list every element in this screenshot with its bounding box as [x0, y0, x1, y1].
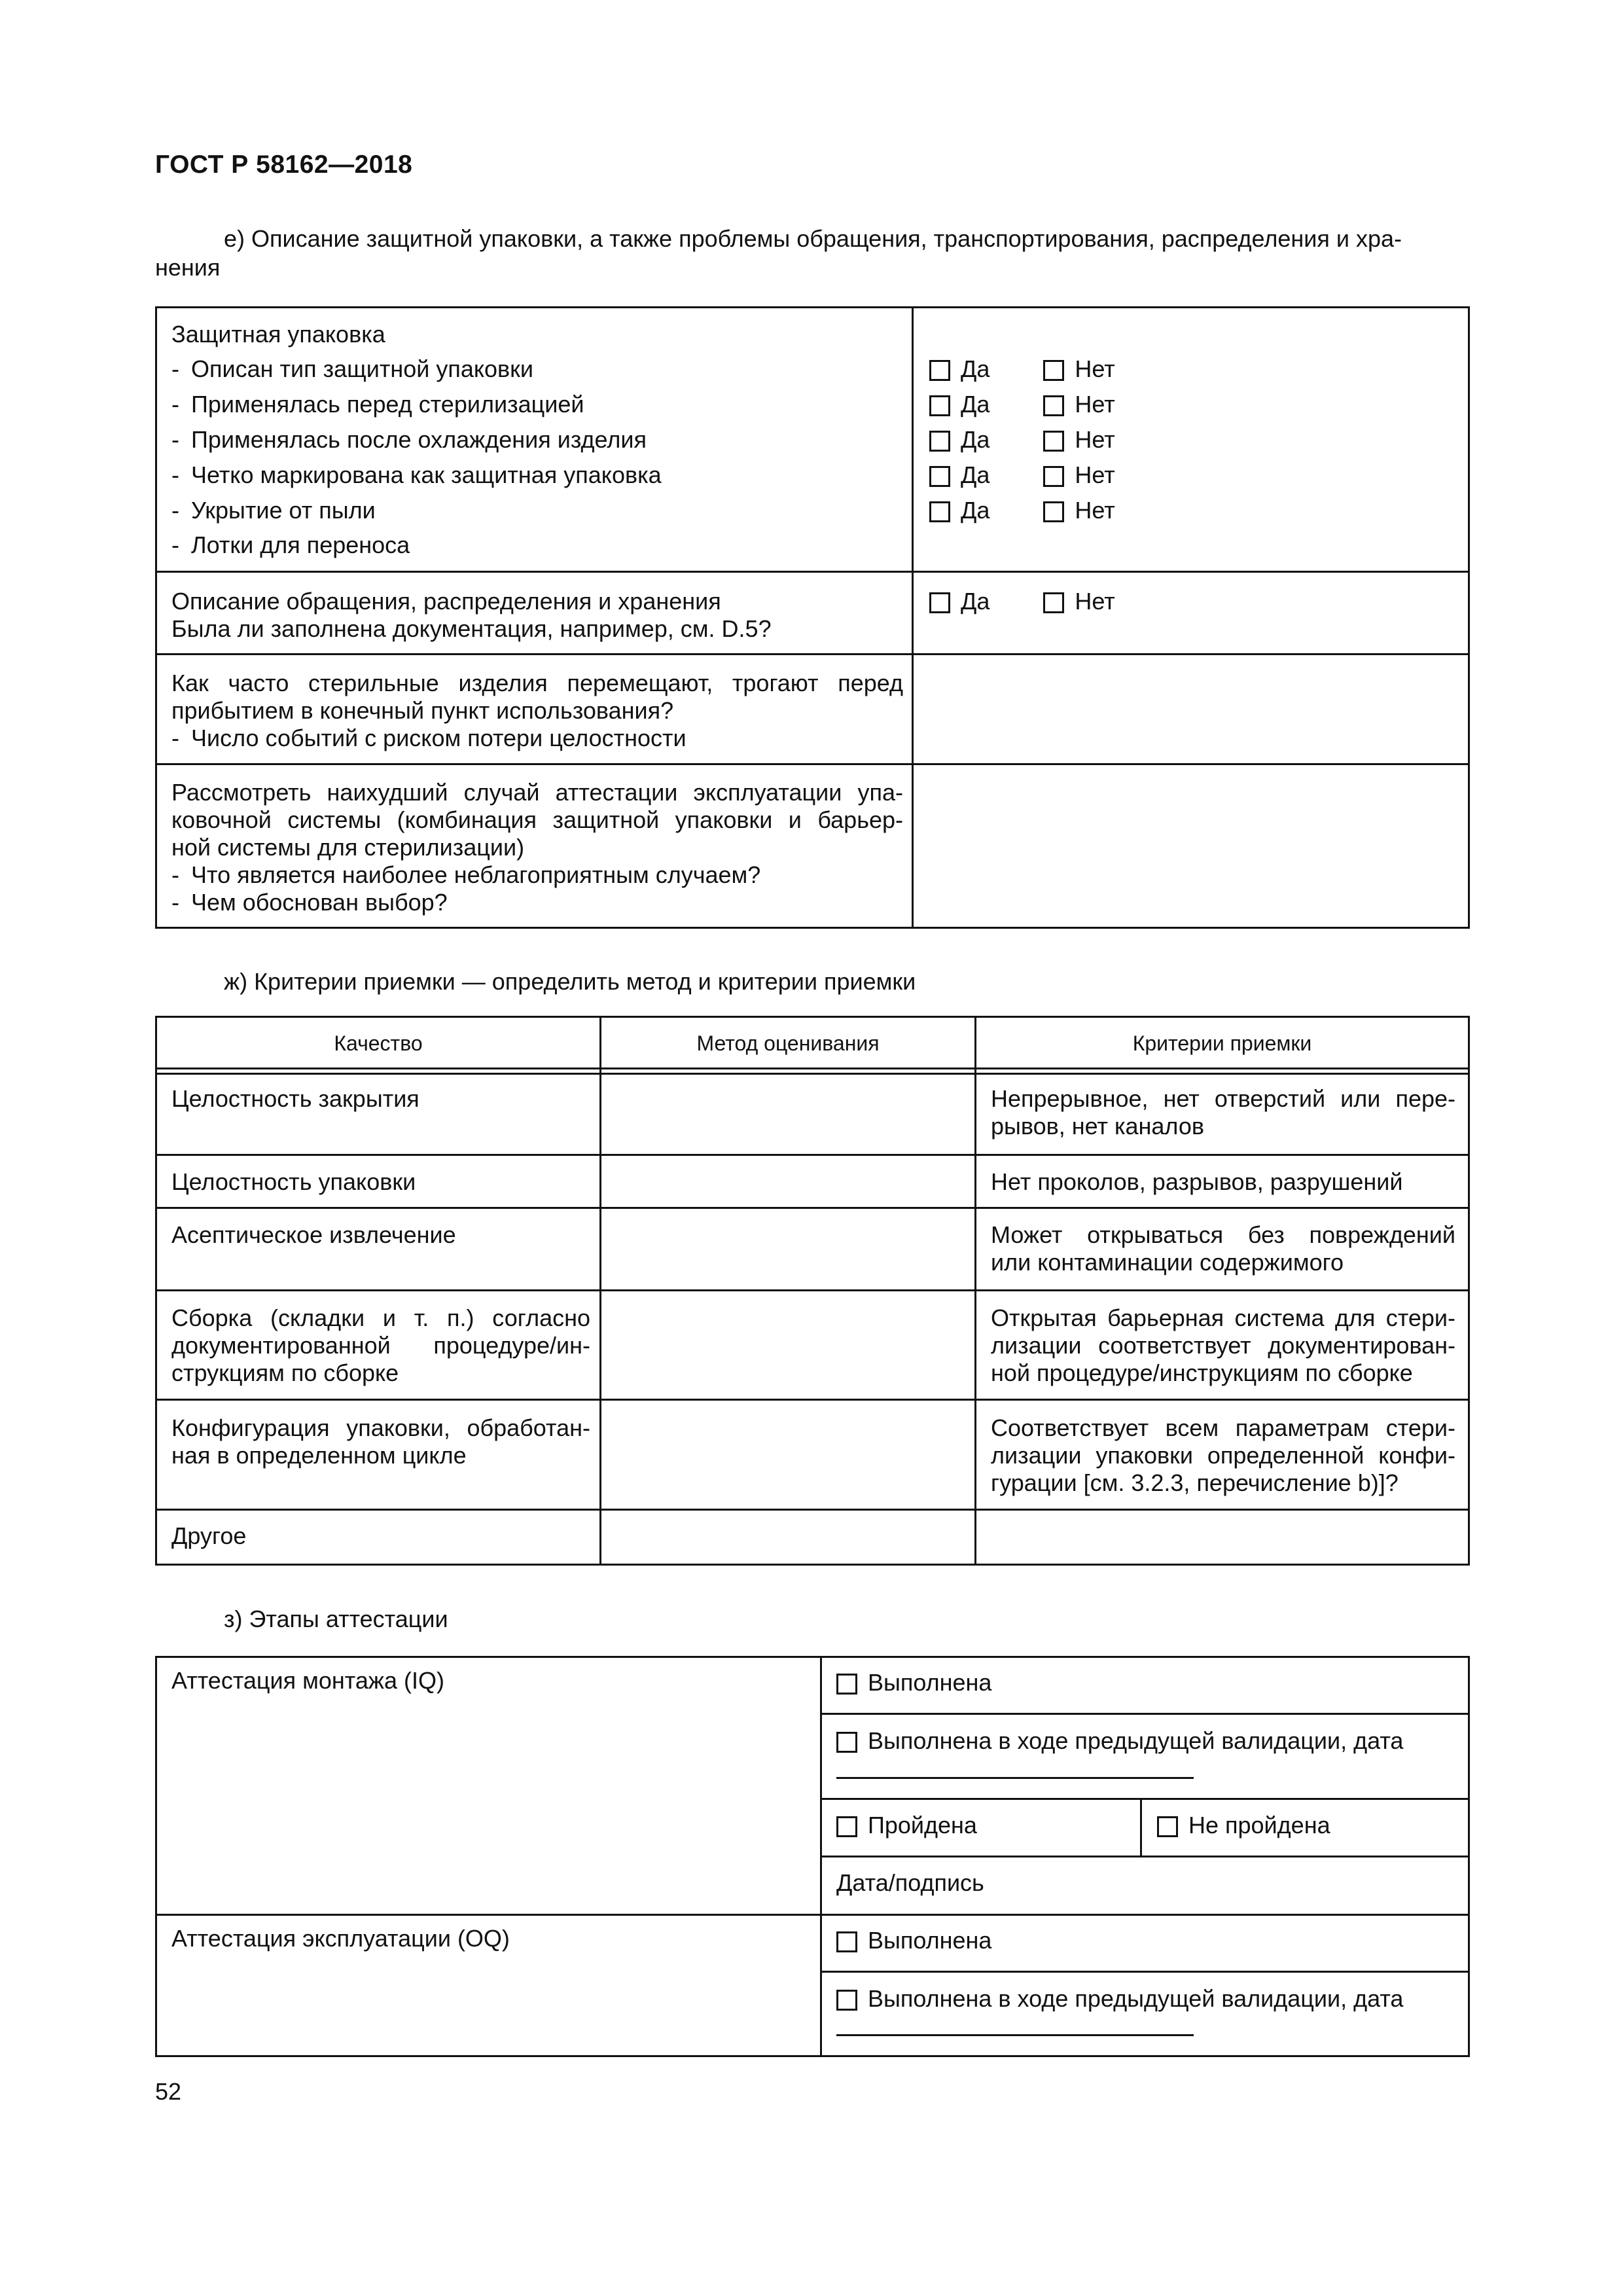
table-packaging-row-divider	[155, 571, 1470, 573]
done-label: Выполнена	[868, 1669, 992, 1696]
criteria-cell: рывов, нет каналов	[991, 1113, 1204, 1139]
worst-item	[171, 889, 448, 916]
list-dash: -	[171, 725, 179, 751]
yes-checkbox[interactable]	[929, 466, 950, 487]
yes-label: Да	[961, 355, 990, 382]
table-qualification-row-divider	[155, 1914, 1470, 1916]
yes-no-group	[929, 426, 1115, 454]
section-e-caption-line2: нения	[155, 254, 221, 281]
done-checkbox[interactable]	[836, 1674, 857, 1695]
section-z-caption: з) Этапы аттестации	[224, 1605, 448, 1632]
list-dash: -	[171, 391, 179, 418]
done-prev-label: Выполнена в ходе предыдущей валидации, дата	[868, 1727, 1404, 1754]
table-qualification-row-divider	[820, 1798, 1470, 1800]
packaging-item	[171, 355, 533, 383]
moves-item	[171, 725, 687, 752]
no-checkbox[interactable]	[1043, 395, 1064, 416]
worst-item	[171, 861, 760, 889]
packaging-title: Защитная упаковка	[171, 321, 385, 348]
worst-line1: Рассмотреть наихудший случай аттестации эксплуатации упа-	[171, 779, 903, 806]
worst-item-text: Чем обоснован выбор?	[191, 889, 448, 916]
list-dash: -	[171, 531, 179, 558]
criteria-cell: Открытая барьерная система для стери-	[991, 1304, 1455, 1331]
page-number: 52	[155, 2078, 182, 2105]
date-underline[interactable]	[836, 2034, 1194, 2036]
no-checkbox[interactable]	[1043, 466, 1064, 487]
criteria-cell: Соответствует всем параметрам стери-	[991, 1414, 1455, 1441]
iq-done-prev-option	[836, 1727, 1403, 1755]
date-underline[interactable]	[836, 1777, 1194, 1779]
criteria-cell: гурации [см. 3.2.3, перечисление b)]?	[991, 1469, 1399, 1496]
oq-label: Аттестация эксплуатации (OQ)	[171, 1925, 510, 1952]
moves-item-text: Число событий с риском потери целостности	[191, 725, 687, 751]
list-dash: -	[171, 889, 179, 916]
date-sign-label: Дата/подпись	[836, 1869, 984, 1896]
worst-line3: ной системы для стерилизации)	[171, 834, 525, 861]
criteria-cell: лизации соответствует документирован-	[991, 1332, 1455, 1359]
moves-line2: прибытием в конечный пункт использования?	[171, 697, 674, 724]
list-dash: -	[171, 861, 179, 888]
no-label: Нет	[1075, 355, 1115, 382]
table-qualification-subdivider	[1140, 1798, 1142, 1856]
quality-cell: Сборка (складки и т. п.) согласно	[171, 1304, 590, 1331]
criteria-cell: лизации упаковки определенной конфи-	[991, 1442, 1455, 1469]
yes-label: Да	[961, 391, 990, 418]
criteria-cell: Непрерывное, нет отверстий или пере-	[991, 1085, 1455, 1112]
no-label: Нет	[1075, 461, 1115, 488]
handling-line1: Описание обращения, распределения и хранения	[171, 588, 721, 615]
table-acceptance-header-divider	[155, 1067, 1470, 1069]
quality-cell: Целостность упаковки	[171, 1168, 416, 1195]
packaging-item	[171, 531, 410, 559]
yes-no-group	[929, 497, 1115, 524]
no-checkbox[interactable]	[1043, 431, 1064, 452]
done-prev-checkbox[interactable]	[836, 1732, 857, 1753]
yes-label: Да	[961, 461, 990, 488]
yes-checkbox[interactable]	[929, 501, 950, 522]
quality-cell: документированной процедуре/ин-	[171, 1332, 590, 1359]
failed-checkbox[interactable]	[1157, 1816, 1178, 1837]
table-acceptance-row-divider	[155, 1509, 1470, 1511]
packaging-item-text: Применялась перед стерилизацией	[191, 391, 584, 418]
column-header-method: Метод оценивания	[696, 1031, 880, 1055]
list-dash: -	[171, 497, 179, 524]
worst-item-text: Что является наиболее неблагоприятным случаем?	[191, 861, 761, 888]
no-label: Нет	[1075, 391, 1115, 418]
packaging-item	[171, 391, 584, 418]
yes-no-group	[929, 461, 1115, 489]
list-dash: -	[171, 426, 179, 453]
no-checkbox[interactable]	[1043, 592, 1064, 613]
table-packaging-row-divider	[155, 653, 1470, 655]
criteria-cell: Может открываться без повреждений	[991, 1221, 1455, 1248]
no-label: Нет	[1075, 588, 1115, 615]
yes-checkbox[interactable]	[929, 360, 950, 381]
done-checkbox[interactable]	[836, 1931, 857, 1952]
table-acceptance-row-divider	[155, 1399, 1470, 1401]
done-prev-label: Выполнена в ходе предыдущей валидации, дата	[868, 1985, 1404, 2012]
packaging-item	[171, 497, 376, 524]
table-qualification-row-divider	[820, 1971, 1470, 1973]
no-label: Нет	[1075, 497, 1115, 524]
section-zh-caption: ж) Критерии приемки — определить метод и критерии приемки	[224, 968, 916, 995]
yes-checkbox[interactable]	[929, 431, 950, 452]
iq-done-option	[836, 1669, 991, 1696]
table-acceptance-header-divider	[155, 1073, 1470, 1075]
packaging-item	[171, 426, 647, 454]
quality-cell: Другое	[171, 1522, 247, 1549]
table-acceptance-row-divider	[155, 1289, 1470, 1291]
quality-cell: Целостность закрытия	[171, 1085, 419, 1112]
yes-checkbox[interactable]	[929, 592, 950, 613]
no-checkbox[interactable]	[1043, 360, 1064, 381]
list-dash: -	[171, 461, 179, 488]
column-header-criteria: Критерии приемки	[1132, 1031, 1312, 1055]
worst-line2: ковочной системы (комбинация защитной упаковки и барьер-	[171, 806, 903, 833]
yes-no-group	[929, 588, 1115, 615]
document-header-title: ГОСТ Р 58162—2018	[155, 151, 413, 179]
table-qualification-row-divider	[820, 1856, 1470, 1857]
moves-line1: Как часто стерильные изделия перемещают, трогают перед	[171, 670, 903, 696]
table-acceptance-row-divider	[155, 1154, 1470, 1156]
section-e-caption-line1: е) Описание защитной упаковки, а также проблемы обращения, транспортирования, распределения и хра-	[224, 225, 1402, 252]
yes-label: Да	[961, 497, 990, 524]
packaging-item-text: Лотки для переноса	[191, 531, 410, 558]
packaging-item	[171, 461, 662, 489]
iq-passed-option	[836, 1812, 977, 1839]
table-qualification-row-divider	[820, 1713, 1470, 1715]
iq-label: Аттестация монтажа (IQ)	[171, 1667, 444, 1694]
no-label: Нет	[1075, 426, 1115, 453]
yes-label: Да	[961, 426, 990, 453]
quality-cell: Конфигурация упаковки, обработан-	[171, 1414, 590, 1441]
passed-checkbox[interactable]	[836, 1816, 857, 1837]
handling-line2: Была ли заполнена документация, например, см. D.5?	[171, 615, 772, 642]
yes-checkbox[interactable]	[929, 395, 950, 416]
quality-cell: Асептическое извлечение	[171, 1221, 456, 1248]
packaging-item-text: Описан тип защитной упаковки	[191, 355, 534, 382]
iq-failed-option	[1157, 1812, 1330, 1839]
column-header-quality: Качество	[334, 1031, 423, 1055]
criteria-cell: или контаминации содержимого	[991, 1249, 1344, 1276]
yes-label: Да	[961, 588, 990, 615]
packaging-item-text: Четко маркирована как защитная упаковка	[191, 461, 662, 488]
passed-label: Пройдена	[868, 1812, 977, 1839]
quality-cell: ная в определенном цикле	[171, 1442, 467, 1469]
no-checkbox[interactable]	[1043, 501, 1064, 522]
done-prev-checkbox[interactable]	[836, 1990, 857, 2011]
failed-label: Не пройдена	[1188, 1812, 1330, 1839]
list-dash: -	[171, 355, 179, 382]
done-label: Выполнена	[868, 1927, 992, 1954]
table-packaging-row-divider	[155, 763, 1470, 765]
oq-done-prev-option	[836, 1985, 1403, 2013]
table-packaging-divider	[912, 306, 914, 929]
criteria-cell: Нет проколов, разрывов, разрушений	[991, 1168, 1403, 1195]
yes-no-group	[929, 355, 1115, 383]
table-acceptance-row-divider	[155, 1207, 1470, 1209]
oq-done-option	[836, 1927, 991, 1954]
packaging-item-text: Укрытие от пыли	[191, 497, 376, 524]
quality-cell: струкциям по сборке	[171, 1359, 399, 1386]
packaging-item-text: Применялась после охлаждения изделия	[191, 426, 647, 453]
criteria-cell: ной процедуре/инструкциям по сборке	[991, 1359, 1413, 1386]
yes-no-group	[929, 391, 1115, 418]
